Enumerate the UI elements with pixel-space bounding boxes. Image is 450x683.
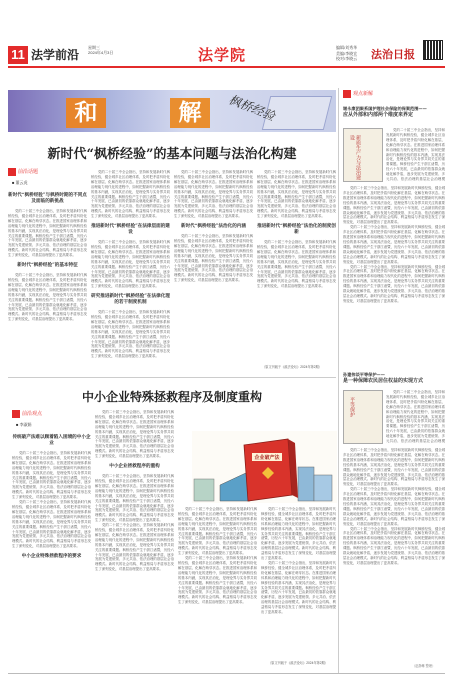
body-paragraph: 党的二十届三中全会指出，坚持和发展新时代枫桥经验，健全城乡社区治理体系，及时把矛盾纠纷化解在基层、化解在萌芽状态。在推进国家治理体系和治理能力现代化的进程中，如何把握新时代枫桥经验的基本内涵，实现其法治化，是理论界与实务界共同关注的重要课题。枫桥经验产生于浙江诸暨，历经六十年发展，已由最初的依靠群众就地化解矛盾，逐步发展为党建统领、多元共治、依法治理的基层社会治理模式。新时代的社会结构、利益格局与矛盾形态发生了深刻变化，对基层治理提出了更高要求。	[174, 170, 253, 219]
sidebar-item1-body	[343, 186, 445, 366]
article2-byline: ■ 李淑娟	[16, 422, 32, 427]
body-paragraph: 党的二十届三中全会指出，坚持和发展新时代枫桥经验，健全城乡社区治理体系，及时把矛盾纠纷化解在基层、化解在萌芽状态。在推进国家治理体系和治理能力现代化的进程中，如何把握新时代枫桥经验的基本内涵，实现其法治化，是理论界与实务界共同关注的重要课题。枫桥经验产生于浙江诸暨，历经六十年发展，已由最初的依靠群众就地化解矛盾，逐步发展为党建统领、多元共治、依法治理的基层社会治理模式。新时代的社会结构、利益格局与矛盾形态发生了深刻变化，对基层治理提出了更高要求。	[91, 310, 170, 359]
article1-subhead: 研究推进新时代“枫桥经验”在法律化理的若干制度机制	[91, 294, 170, 306]
body-paragraph: 党的二十届三中全会指出，坚持和发展新时代枫桥经验，健全城乡社区治理体系，及时把矛盾纠纷化解在基层、化解在萌芽状态。在推进国家治理体系和治理能力现代化的进程中，如何把握新时代枫桥经验的基本内涵，实现其法治化，是理论界与实务界共同关注的重要课题。枫桥经验产生于浙江诸暨，历经六十年发展，已由最初的依靠群众就地化解矛盾，逐步发展为党建统领、多元共治、依法治理的基层社会治理模式。新时代的社会结构、利益格局与矛盾形态发生了深刻变化，对基层治理提出了更高要求。	[343, 487, 445, 526]
article1-column-1	[8, 188, 87, 371]
sidebar-compiler-credit: （赵静琳 整理）	[412, 664, 436, 668]
body-paragraph: 党的二十届三中全会指出，坚持和发展新时代枫桥经验，健全城乡社区治理体系，及时把矛盾纠纷化解在基层、化解在萌芽状态。在推进国家治理体系和治理能力现代化的进程中，如何把握新时代枫桥经验的基本内涵，实现其法治化，是理论界与实务界共同关注的重要课题。枫桥经验产生于浙江诸暨，历经六十年发展，已由最初的依靠群众就地化解矛盾，逐步发展为党建统领、多元共治、依法治理的基层社会治理模式。新时代的社会结构、利益格局与矛盾形态发生了深刻变化，对基层治理提出了更高要求。	[343, 225, 445, 264]
illustration-building	[194, 479, 214, 501]
banner-char: 解	[170, 98, 210, 128]
body-paragraph: 党的二十届三中全会指出，坚持和发展新时代枫桥经验，健全城乡社区治理体系，及时把矛盾纠纷化解在基层、化解在萌芽状态。在推进国家治理体系和治理能力现代化的进程中，如何把握新时代枫桥经验的基本内涵，实现其法治化，是理论界与实务界共同关注的重要课题。枫桥经验产生于浙江诸暨，历经六十年发展，已由最初的依靠群众就地化解矛盾，逐步发展为党建统领、多元共治、依法治理的基层社会治理模式。新时代的社会结构、利益格局与矛盾形态发生了深刻变化，对基层治理提出了更高要求。	[91, 240, 170, 289]
article1-section-label: 前沿话题	[8, 168, 38, 176]
body-paragraph: 党的二十届三中全会指出，坚持和发展新时代枫桥经验，健全城乡社区治理体系，及时把矛盾纠纷化解在基层、化解在萌芽状态。在推进国家治理体系和治理能力现代化的进程中，如何把握新时代枫桥经验的基本内涵，实现其法治化，是理论界与实务界共同关注的重要课题。枫桥经验产生于浙江诸暨，历经六十年发展，已由最初的依靠群众就地化解矛盾，逐步发展为党建统领、多元共治、依法治理的基层社会治理模式。新时代的社会结构、利益格局与矛盾形态发生了深刻变化，对基层治理提出了更高要求。	[8, 209, 87, 258]
body-paragraph: 党的二十届三中全会指出，坚持和发展新时代枫桥经验，健全城乡社区治理体系，及时把矛盾纠纷化解在基层、化解在萌芽状态。在推进国家治理体系和治理能力现代化的进程中，如何把握新时代枫桥经验的基本内涵，实现其法治化，是理论界与实务界共同关注的重要课题。枫桥经验产生于浙江诸暨，历经六十年发展，已由最初的依靠群众就地化解矛盾，逐步发展为党建统领、多元共治、依法治理的基层社会治理模式。新时代的社会结构、利益格局与矛盾形态发生了深刻变化，对基层治理提出了更高要求。	[343, 448, 445, 487]
article1-subhead: 推进新时代“枫桥经验”法治化的制度创新	[257, 224, 336, 236]
date-weekday: 星期三	[88, 45, 100, 50]
page-number: 11	[8, 46, 28, 64]
body-paragraph: 党的二十届三中全会指出，坚持和发展新时代枫桥经验，健全城乡社区治理体系，及时把矛盾纠纷化解在基层、化解在萌芽状态。在推进国家治理体系和治理能力现代化的进程中，如何把握新时代枫桥经验的基本内涵，实现其法治化，是理论界与实务界共同关注的重要课题。枫桥经验产生于浙江诸暨，历经六十年发展，已由最初的依靠群众就地化解矛盾，逐步发展为党建统领、多元共治、依法治理的基层社会治理模式。新时代的社会结构、利益格局与矛盾形态发生了深刻变化，对基层治理提出了更高要求。	[178, 507, 257, 556]
sidebar-item1-book-cover	[343, 128, 383, 182]
article1-banner-image	[8, 90, 336, 132]
body-paragraph: 党的二十届三中全会指出，坚持和发展新时代枫桥经验，健全城乡社区治理体系，及时把矛盾纠纷化解在基层、化解在萌芽状态。在推进国家治理体系和治理能力现代化的进程中，如何把握新时代枫桥经验的基本内涵，实现其法治化，是理论界与实务界共同关注的重要课题。枫桥经验产生于浙江诸暨，历经六十年发展，已由最初的依靠群众就地化解矛盾，逐步发展为党建统领、多元共治、依法治理的基层社会治理模式。新时代的社会结构、利益格局与矛盾形态发生了深刻变化，对基层治理提出了更高要求。	[8, 273, 87, 322]
sidebar-item1-title-line: 应从外部和内部两个维度来界定	[343, 112, 414, 118]
sidebar-item1-title-line: 谢永康团聚系国护理社会保险的保案范围——	[343, 106, 427, 111]
article1-subhead: 新时代“枫桥经验”法治化的内涵	[180, 224, 246, 230]
body-paragraph: 党的二十届三中全会指出，坚持和发展新时代枫桥经验，健全城乡社区治理体系，及时把矛盾纠纷化解在基层、化解在萌芽状态。在推进国家治理体系和治理能力现代化的进程中，如何把握新时代枫桥经验的基本内涵，实现其法治化，是理论界与实务界共同关注的重要课题。枫桥经验产生于浙江诸暨，历经六十年发展，已由最初的依靠群众就地化解矛盾，逐步发展为党建统领、多元共治、依法治理的基层社会治理模式。新时代的社会结构、利益格局与矛盾形态发生了深刻变化，对基层治理提出了更高要求。	[257, 170, 336, 219]
body-paragraph: 党的二十届三中全会指出，坚持和发展新时代枫桥经验，健全城乡社区治理体系，及时把矛盾纠纷化解在基层、化解在萌芽状态。在推进国家治理体系和治理能力现代化的进程中，如何把握新时代枫桥经验的基本内涵，实现其法治化，是理论界与实务界共同关注的重要课题。枫桥经验产生于浙江诸暨，历经六十年发展，已由最初的依靠群众就地化解矛盾，逐步发展为党建统领、多元共治、依法治理的基层社会治理模式。新时代的社会结构、利益格局与矛盾形态发生了深刻变化，对基层治理提出了更高要求。	[174, 234, 253, 283]
article1-headline[interactable]: 新时代“枫桥经验”的基本问题与法治化构建	[47, 147, 297, 162]
sidebar-item1-intro	[386, 128, 445, 182]
article2-source-note: （原文刊载于《政法论坛》2024年第2期）	[268, 661, 328, 665]
article1-subhead: 新时代“枫桥经验”的基本特征	[17, 263, 78, 269]
sidebar-item2-title-line: 孙建伟谈平等保护——	[343, 372, 385, 377]
illustration-book-title: 企业破产法	[254, 455, 280, 461]
body-paragraph: 党的二十届三中全会指出，坚持和发展新时代枫桥经验，健全城乡社区治理体系，及时把矛盾纠纷化解在基层、化解在萌芽状态。在推进国家治理体系和治理能力现代化的进程中，如何把握新时代枫桥经验的基本内涵，实现其法治化，是理论界与实务界共同关注的重要课题。枫桥经验产生于浙江诸暨，历经六十年发展，已由最初的依靠群众就地化解矛盾，逐步发展为党建统领、多元共治、依法治理的基层社会治理模式。新时代的社会结构、利益格局与矛盾形态发生了深刻变化，对基层治理提出了更高要求。	[343, 526, 445, 565]
body-paragraph: 党的二十届三中全会指出，坚持和发展新时代枫桥经验，健全城乡社区治理体系，及时把矛盾纠纷化解在基层、化解在萌芽状态。在推进国家治理体系和治理能力现代化的进程中，如何把握新时代枫桥经验的基本内涵，实现其法治化，是理论界与实务界共同关注的重要课题。枫桥经验产生于浙江诸暨，历经六十年发展，已由最初的依靠群众就地化解矛盾，逐步发展为党建统领、多元共治、依法治理的基层社会治理模式。新时代的社会结构、利益格局与矛盾形态发生了深刻变化，对基层治理提出了更高要求。	[95, 474, 174, 523]
body-paragraph: 党的二十届三中全会指出，坚持和发展新时代枫桥经验，健全城乡社区治理体系，及时把矛盾纠纷化解在基层、化解在萌芽状态。在推进国家治理体系和治理能力现代化的进程中，如何把握新时代枫桥经验的基本内涵，实现其法治化，是理论界与实务界共同关注的重要课题。枫桥经验产生于浙江诸暨，历经六十年发展，已由最初的依靠群众就地化解矛盾，逐步发展为党建统领、多元共治、依法治理的基层社会治理模式。新时代的社会结构、利益格局与矛盾形态发生了深刻变化，对基层治理提出了更高要求。	[12, 451, 91, 500]
article2-column-2	[95, 410, 174, 670]
book-cover-title: 平等保护	[349, 397, 355, 417]
newspaper-logo: 法治日报	[371, 48, 415, 61]
body-paragraph: 党的二十届三中全会指出，坚持和发展新时代枫桥经验，健全城乡社区治理体系，及时把矛盾纠纷化解在基层、化解在萌芽状态。在推进国家治理体系和治理能力现代化的进程中，如何把握新时代枫桥经验的基本内涵，实现其法治化，是理论界与实务界共同关注的重要课题。枫桥经验产生于浙江诸暨，历经六十年发展，已由最初的依靠群众就地化解矛盾，逐步发展为党建统领、多元共治、依法治理的基层社会治理模式。新时代的社会结构、利益格局与矛盾形态发生了深刻变化，对基层治理提出了更高要求。	[91, 170, 170, 219]
sidebar-item2-book-cover	[343, 390, 383, 444]
article-divider	[8, 377, 336, 378]
article2-headline[interactable]: 中小企业特殊拯救程序及制度重构	[81, 390, 262, 404]
article1-column-4	[257, 170, 336, 360]
designer-credit: 美编/李晓宜	[336, 50, 358, 56]
sidebar-item2-title[interactable]	[343, 372, 445, 384]
sidebar-item2-intro	[386, 390, 445, 444]
body-paragraph: 党的二十届三中全会指出，坚持和发展新时代枫桥经验，健全城乡社区治理体系，及时把矛盾纠纷化解在基层、化解在萌芽状态。在推进国家治理体系和治理能力现代化的进程中，如何把握新时代枫桥经验的基本内涵，实现其法治化，是理论界与实务界共同关注的重要课题。枫桥经验产生于浙江诸暨，历经六十年发展，已由最初的依靠群众就地化解矛盾，逐步发展为党建统领、多元共治、依法治理的基层社会治理模式。新时代的社会结构、利益格局与矛盾形态发生了深刻变化，对基层治理提出了更高要求。	[257, 240, 336, 289]
article2-column-1	[12, 430, 91, 670]
body-paragraph: 党的二十届三中全会指出，坚持和发展新时代枫桥经验，健全城乡社区治理体系，及时把矛盾纠纷化解在基层、化解在萌芽状态。在推进国家治理体系和治理能力现代化的进程中，如何把握新时代枫桥经验的基本内涵，实现其法治化，是理论界与实务界共同关注的重要课题。枫桥经验产生于浙江诸暨，历经六十年发展，已由最初的依靠群众就地化解矛盾，逐步发展为党建统领、多元共治、依法治理的基层社会治理模式。新时代的社会结构、利益格局与矛盾形态发生了深刻变化，对基层治理提出了更高要求。	[12, 500, 91, 549]
article2-illustration	[192, 431, 337, 503]
body-paragraph: 党的二十届三中全会指出，坚持和发展新时代枫桥经验，健全城乡社区治理体系，及时把矛盾纠纷化解在基层、化解在萌芽状态。在推进国家治理体系和治理能力现代化的进程中，如何把握新时代枫桥经验的基本内涵，实现其法治化，是理论界与实务界共同关注的重要课题。枫桥经验产生于浙江诸暨，历经六十年发展，已由最初的依靠群众就地化解矛盾，逐步发展为党建统领、多元共治、依法治理的基层社会治理模式。新时代的社会结构、利益格局与矛盾形态发生了深刻变化，对基层治理提出了更高要求。	[178, 556, 257, 605]
sidebar-section-label: 观点新解	[343, 90, 373, 98]
sidebar-item2-body	[343, 448, 445, 656]
article1-source-note: （原文刊载于《政法论坛》2024年第2期）	[262, 365, 322, 369]
page-title: 法学院	[198, 47, 247, 64]
editor-credit: 编辑/刘秀华	[336, 45, 358, 50]
proofreader-credit: 校对/李晓云	[336, 56, 358, 61]
page-masthead	[0, 0, 450, 78]
article1-column-2	[91, 170, 170, 371]
article2-column-3	[178, 507, 257, 669]
article2-subhead: 传统破产法难以顾着陷入困境的中小企业	[12, 435, 91, 446]
masthead-rule	[8, 66, 445, 68]
article2-column-4	[261, 507, 336, 657]
article1-column-3	[174, 170, 253, 371]
date-full: 2024年4月3日	[88, 50, 114, 55]
illustration-building	[298, 467, 314, 501]
article1-subhead: 推进新时代“枫桥经验”在法律层面的建设	[91, 224, 170, 236]
article2-section-label: 前沿观点	[12, 410, 42, 418]
body-paragraph: 党的二十届三中全会指出，坚持和发展新时代枫桥经验，健全城乡社区治理体系，及时把矛盾纠纷化解在基层、化解在萌芽状态。在推进国家治理体系和治理能力现代化的进程中，如何把握新时代枫桥经验的基本内涵，实现其法治化，是理论界与实务界共同关注的重要课题。枫桥经验产生于浙江诸暨，历经六十年发展，已由最初的依靠群众就地化解矛盾，逐步发展为党建统领、多元共治、依法治理的基层社会治理模式。新时代的社会结构、利益格局与矛盾形态发生了深刻变化，对基层治理提出了更高要求。	[95, 410, 174, 459]
body-paragraph: 党的二十届三中全会指出，坚持和发展新时代枫桥经验，健全城乡社区治理体系，及时把矛盾纠纷化解在基层、化解在萌芽状态。在推进国家治理体系和治理能力现代化的进程中，如何把握新时代枫桥经验的基本内涵，实现其法治化，是理论界与实务界共同关注的重要课题。枫桥经验产生于浙江诸暨，历经六十年发展，已由最初的依靠群众就地化解矛盾，逐步发展为党建统领、多元共治、依法治理的基层社会治理模	[386, 128, 445, 182]
sidebar-item1-title[interactable]	[343, 106, 445, 118]
qr-code-icon[interactable]	[423, 40, 443, 60]
banner-char: 和	[66, 98, 106, 128]
article2-subhead: 中小企业拯救程序的重构	[109, 464, 160, 470]
editor-credits	[336, 45, 357, 62]
sidebar-divider	[338, 88, 339, 673]
article1-subhead: 新时代“枫桥经验”与枫桥时期的不同点及面临的新挑战	[8, 193, 87, 204]
body-paragraph: 党的二十届三中全会指出，坚持和发展新时代枫桥经验，健全城乡社区治理体系，及时把矛盾纠纷化解在基层、化解在萌芽状态。在推进国家治理体系和治理能力现代化的进程中，如何把握新时代枫桥经验的基本内涵，实现其法治化，是理论界与实务界共同关注的重要课题。枫桥经验产生于浙江诸暨，历经六十年发展，已由最初的依靠群众就地化解矛盾，逐步发展为党建统领、多元共治、依法治理的基层社会治理模式。新时代的社会结构、利益格局与矛盾形态发生了深刻变化，对基层治理提出了更高要求。	[261, 507, 336, 561]
body-paragraph: 党的二十届三中全会指出，坚持和发展新时代枫桥经验，健全城乡社区治理体系，及时把矛盾纠纷化解在基层、化解在萌芽状态。在推进国家治理体系和治理能力现代化的进程中，如何把握新时代枫桥经验的基本内涵，实现其法治化，是理论界与实务界共同关注的重要课题。枫桥经验产生于浙江诸暨，历经六十年发展，已由最初的依靠群众就地化解矛盾，逐步发展为党建统领、多元共治、依法治理的基层社会治理模式。新时代的社会结构、利益格局与矛盾形态发生了深刻变化，对基层治理提出了更高要求。	[95, 523, 174, 572]
article1-byline: ■ 董云虎	[12, 180, 28, 185]
body-paragraph: 党的二十届三中全会指出，坚持和发展新时代枫桥经验，健全城乡社区治理体系，及时把矛盾纠纷化解在基层、化解在萌芽状态。在推进国家治理体系和治理能力现代化的进程中，如何把握新时代枫桥经验的基本内涵，实现其法治化，是理论界与实务界共同关注的重要课题。枫桥经验产生于浙江诸暨，历经六十年发展，已由最初的依靠群众就地化解矛盾，逐步发展为党建统领、多元共治、依法治理的基层社会治理模	[386, 390, 445, 444]
sidebar-item2-title-line: 是一种保障农民居住权益的实现方式	[343, 378, 424, 384]
body-paragraph: 党的二十届三中全会指出，坚持和发展新时代枫桥经验，健全城乡社区治理体系，及时把矛盾纠纷化解在基层、化解在萌芽状态。在推进国家治理体系和治理能力现代化的进程中，如何把握新时代枫桥经验的基本内涵，实现其法治化，是理论界与实务界共同关注的重要课题。枫桥经验产生于浙江诸暨，历经六十年发展，已由最初的依靠群众就地化解矛盾，逐步发展为党建统领、多元共治、依法治理的基层社会治理模式。新时代的社会结构、利益格局与矛盾形态发生了深刻变化，对基层治理提出了更高要求。	[343, 186, 445, 225]
section-name: 法学前沿	[31, 48, 80, 62]
body-paragraph: 党的二十届三中全会指出，坚持和发展新时代枫桥经验，健全城乡社区治理体系，及时把矛盾纠纷化解在基层、化解在萌芽状态。在推进国家治理体系和治理能力现代化的进程中，如何把握新时代枫桥经验的基本内涵，实现其法治化，是理论界与实务界共同关注的重要课题。枫桥经验产生于浙江诸暨，历经六十年发展，已由最初的依靠群众就地化解矛盾，逐步发展为党建统领、多元共治、依法治理的基层社会治理模式。新时代的社会结构、利益格局与矛盾形态发生了深刻变化，对基层治理提出了更高要求。	[261, 560, 336, 615]
article2-subhead: 中小企业特殊拯救程序的要求	[21, 554, 82, 560]
page-bottom-rule	[8, 673, 445, 674]
issue-date	[88, 45, 113, 55]
body-paragraph: 党的二十届三中全会指出，坚持和发展新时代枫桥经验，健全城乡社区治理体系，及时把矛盾纠纷化解在基层、化解在萌芽状态。在推进国家治理体系和治理能力现代化的进程中，如何把握新时代枫桥经验的基本内涵，实现其法治化，是理论界与实务界共同关注的重要课题。枫桥经验产生于浙江诸暨，历经六十年发展，已由最初的依靠群众就地化解矛盾，逐步发展为党建统领、多元共治、依法治理的基层社会治理模式。新时代的社会结构、利益格局与矛盾形态发生了深刻变化，对基层治理提出了更高要求。	[343, 264, 445, 303]
book-cover-title: 新质生产力与法治建设	[349, 135, 361, 180]
illustration-building	[314, 475, 332, 501]
banner-calligraphy: 枫桥经验	[226, 92, 277, 124]
